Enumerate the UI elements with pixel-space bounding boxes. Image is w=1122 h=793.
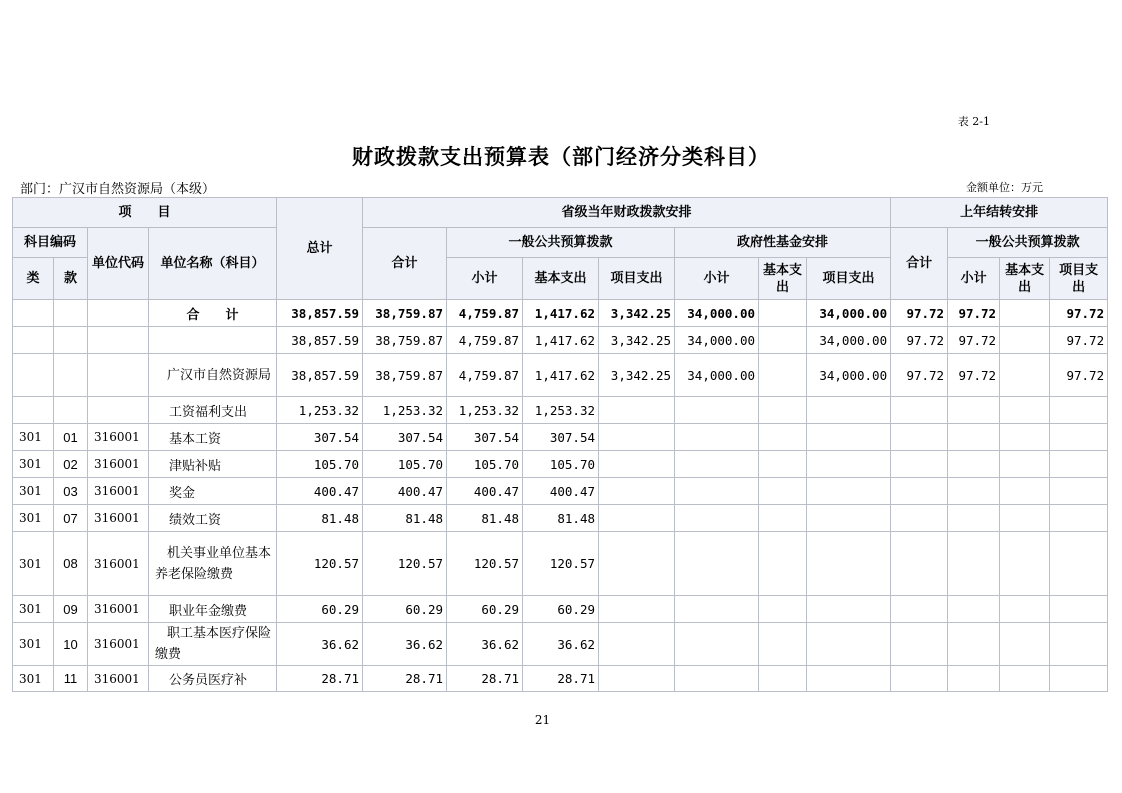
table-row (13, 478, 1108, 505)
cell-value: 400.47 (447, 478, 523, 505)
cell-value: 307.54 (277, 424, 363, 451)
cell-value: 34,000.00 (807, 327, 891, 354)
cell-value (1000, 327, 1050, 354)
cell-value: 400.47 (363, 478, 447, 505)
cell-value: 38,759.87 (363, 300, 447, 327)
cell-value: 60.29 (363, 596, 447, 623)
unit-name: 广汉市自然资源局 (149, 354, 277, 397)
unit-code: 316001 (88, 532, 149, 596)
item-code: 10 (54, 623, 88, 666)
header-gf-subtotal: 小计 (675, 258, 759, 300)
cell-value: 36.62 (277, 623, 363, 666)
cell-value: 81.48 (523, 505, 599, 532)
cell-value: 38,857.59 (277, 327, 363, 354)
class-code: 301 (13, 424, 54, 451)
header-gb-basic: 基本支出 (523, 258, 599, 300)
cell-value: 28.71 (523, 666, 599, 692)
cell-value: 36.62 (523, 623, 599, 666)
header-row-2 (13, 228, 1108, 258)
header-unit-code: 单位代码 (88, 228, 149, 300)
item-code: 08 (54, 532, 88, 596)
header-carryover-sum: 合计 (891, 228, 948, 300)
header-province-group: 省级当年财政拨款安排 (363, 198, 891, 228)
class-code: 301 (13, 596, 54, 623)
cell-value: 97.72 (891, 354, 948, 397)
cell-value: 81.48 (447, 505, 523, 532)
table-row (13, 623, 1108, 666)
header-gb-project: 项目支出 (599, 258, 675, 300)
class-code: 301 (13, 666, 54, 692)
cell-value: 307.54 (363, 424, 447, 451)
cell-value: 60.29 (277, 596, 363, 623)
item-code: 11 (54, 666, 88, 692)
cell-value: 120.57 (277, 532, 363, 596)
class-code: 301 (13, 623, 54, 666)
cell-value: 1,253.32 (363, 397, 447, 424)
table-row (13, 532, 1108, 596)
cell-value: 34,000.00 (807, 300, 891, 327)
header-project: 项 目 (13, 198, 277, 228)
cell-value: 120.57 (447, 532, 523, 596)
cell-value: 34,000.00 (675, 300, 759, 327)
item-code: 07 (54, 505, 88, 532)
cell-value: 1,417.62 (523, 327, 599, 354)
table-row (13, 451, 1108, 478)
cell-value: 1,417.62 (523, 300, 599, 327)
header-sum: 合计 (363, 228, 447, 300)
class-code: 301 (13, 451, 54, 478)
cell-value: 105.70 (523, 451, 599, 478)
header-general-budget: 一般公共预算拨款 (447, 228, 675, 258)
item-name: 公务员医疗补 (149, 666, 277, 692)
header-total: 总计 (277, 198, 363, 300)
cell-value: 28.71 (447, 666, 523, 692)
item-name: 基本工资 (149, 424, 277, 451)
item-name: 津贴补贴 (149, 451, 277, 478)
cell-value: 105.70 (277, 451, 363, 478)
cell-value: 97.72 (948, 354, 1000, 397)
cell-value: 60.29 (523, 596, 599, 623)
total-label: 合 计 (149, 300, 277, 327)
cell-value: 38,857.59 (277, 354, 363, 397)
category-name: 工资福利支出 (149, 397, 277, 424)
unit-code: 316001 (88, 623, 149, 666)
cell-value (759, 354, 807, 397)
table-number: 表 2-1 (957, 115, 990, 128)
cell-value: 81.48 (363, 505, 447, 532)
unit-code: 316001 (88, 666, 149, 692)
class-code: 301 (13, 478, 54, 505)
cell-value: 97.72 (891, 327, 948, 354)
item-name: 职业年金缴费 (149, 596, 277, 623)
cell-value: 1,253.32 (277, 397, 363, 424)
header-unit-name: 单位名称（科目） (149, 228, 277, 300)
table-row (13, 666, 1108, 692)
cell-value: 120.57 (363, 532, 447, 596)
unit-code: 316001 (88, 505, 149, 532)
item-code: 03 (54, 478, 88, 505)
cell-value: 400.47 (523, 478, 599, 505)
cell-value: 3,342.25 (599, 300, 675, 327)
cell-value: 38,857.59 (277, 300, 363, 327)
cell-value: 1,417.62 (523, 354, 599, 397)
cell-value: 400.47 (277, 478, 363, 505)
cell-value: 3,342.25 (599, 354, 675, 397)
table-row-total (13, 300, 1108, 327)
header-cy-subtotal: 小计 (948, 258, 1000, 300)
table-row (13, 424, 1108, 451)
cell-value: 307.54 (523, 424, 599, 451)
cell-value: 38,759.87 (363, 354, 447, 397)
header-gov-fund: 政府性基金安排 (675, 228, 891, 258)
item-code: 09 (54, 596, 88, 623)
item-name: 职工基本医疗保险缴费 (149, 623, 277, 666)
cell-value: 1,253.32 (447, 397, 523, 424)
cell-value: 1,253.32 (523, 397, 599, 424)
table-row-wages (13, 397, 1108, 424)
unit-code: 316001 (88, 424, 149, 451)
header-gb-subtotal: 小计 (447, 258, 523, 300)
cell-value: 97.72 (948, 300, 1000, 327)
unit-code: 316001 (88, 478, 149, 505)
header-carryover-group: 上年结转安排 (891, 198, 1108, 228)
cell-value: 36.62 (447, 623, 523, 666)
header-gf-basic: 基本支出 (759, 258, 807, 300)
cell-value: 28.71 (277, 666, 363, 692)
amount-unit-label: 金额单位：万元 (966, 181, 1043, 194)
cell-value: 97.72 (1050, 327, 1108, 354)
page-number: 21 (534, 713, 551, 727)
cell-value: 34,000.00 (675, 327, 759, 354)
cell-value: 97.72 (948, 327, 1000, 354)
cell-value: 307.54 (447, 424, 523, 451)
header-class: 类 (13, 258, 54, 300)
item-code: 02 (54, 451, 88, 478)
cell-value: 34,000.00 (675, 354, 759, 397)
cell-value: 4,759.87 (447, 354, 523, 397)
cell-value (1000, 300, 1050, 327)
page-title: 财政拨款支出预算表（部门经济分类科目） (352, 144, 770, 169)
item-name: 机关事业单位基本养老保险缴费 (149, 532, 277, 596)
cell-value: 3,342.25 (599, 327, 675, 354)
header-gf-project: 项目支出 (807, 258, 891, 300)
table-row-blank (13, 327, 1108, 354)
header-cy-basic: 基本支出 (1000, 258, 1050, 300)
table-row (13, 596, 1108, 623)
department-label: 部门：广汉市自然资源局（本级） (20, 182, 216, 197)
cell-value: 28.71 (363, 666, 447, 692)
cell-value: 97.72 (891, 300, 948, 327)
unit-code: 316001 (88, 596, 149, 623)
table-row-unit (13, 354, 1108, 397)
header-cy-project: 项目支出 (1050, 258, 1108, 300)
header-carryover-general-budget: 一般公共预算拨款 (948, 228, 1108, 258)
cell-value: 105.70 (447, 451, 523, 478)
cell-value: 60.29 (447, 596, 523, 623)
class-code: 301 (13, 505, 54, 532)
header-row-1 (13, 198, 1108, 228)
cell-value: 38,759.87 (363, 327, 447, 354)
item-name: 奖金 (149, 478, 277, 505)
cell-value: 97.72 (1050, 300, 1108, 327)
item-name: 绩效工资 (149, 505, 277, 532)
cell-value: 36.62 (363, 623, 447, 666)
cell-value (1000, 354, 1050, 397)
cell-value: 4,759.87 (447, 300, 523, 327)
header-item: 款 (54, 258, 88, 300)
cell-value: 4,759.87 (447, 327, 523, 354)
cell-value: 97.72 (1050, 354, 1108, 397)
cell-value (759, 327, 807, 354)
class-code: 301 (13, 532, 54, 596)
table-row (13, 505, 1108, 532)
cell-value: 105.70 (363, 451, 447, 478)
header-subject-code: 科目编码 (13, 228, 88, 258)
cell-value (759, 300, 807, 327)
cell-value: 34,000.00 (807, 354, 891, 397)
unit-code: 316001 (88, 451, 149, 478)
budget-table (12, 197, 1108, 692)
cell-value: 81.48 (277, 505, 363, 532)
item-code: 01 (54, 424, 88, 451)
cell-value: 120.57 (523, 532, 599, 596)
